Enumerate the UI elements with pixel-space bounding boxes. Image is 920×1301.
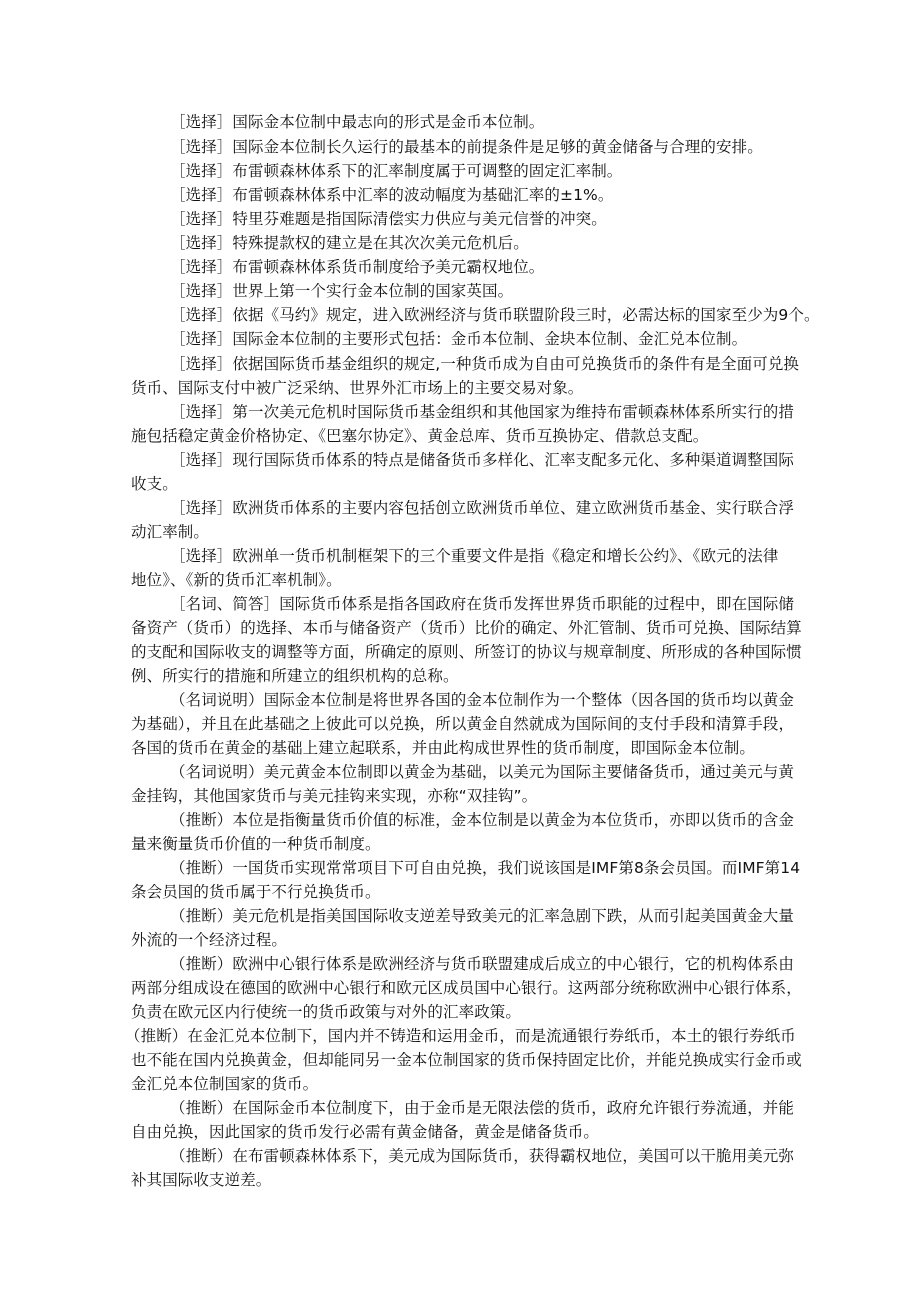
text-line: （推断）美元危机是指美国国际收支逆差导致美元的汇率急剧下跌，从而引起美国黄金大量: [170, 907, 795, 925]
text-line: ［选择］布雷顿森林体系中汇率的波动幅度为基础汇率的±1%。: [170, 186, 614, 204]
text-line: ［选择］世界上第一个实行金本位制的国家英国。: [170, 282, 514, 300]
text-line: ［选择］国际金本位制的主要形式包括：金币本位制、金块本位制、金汇兑本位制。: [170, 330, 748, 348]
text-line: ［选择］欧洲货币体系的主要内容包括创立欧洲货币单位、建立欧洲货币基金、实行联合浮: [170, 499, 795, 517]
text-line: ［选择］欧洲单一货币机制框架下的三个重要文件是指《稳定和增长公约》、《欧元的法律: [170, 547, 779, 565]
text-line: ［选择］国际金本位制中最志向的形式是金币本位制。: [170, 113, 545, 131]
text-line: 外流的一个经济过程。: [131, 931, 288, 949]
text-line: 量来衡量货币价值的一种货币制度。: [131, 835, 381, 853]
text-line: 金汇兑本位制国家的货币。: [131, 1075, 319, 1093]
text-line: ［选择］特殊提款权的建立是在其次次美元危机后。: [170, 234, 529, 252]
text-line: 的支配和国际收支的调整等方面，所确定的原则、所签订的协议与规章制度、所形成的各种国际惯: [131, 643, 802, 661]
text-line: 动汇率制。: [131, 523, 210, 541]
text-line: 补其国际收支逆差。: [131, 1171, 272, 1189]
text-line: ［选择］第一次美元危机时国际货币基金组织和其他国家为维持布雷顿森林体系所实行的措: [170, 403, 795, 421]
text-line: ［名词、简答］国际货币体系是指各国政府在货币发挥世界货币职能的过程中，即在国际储: [170, 595, 795, 613]
text-line: （推断）在布雷顿森林体系下，美元成为国际货币，获得霸权地位，美国可以干脆用美元弥: [170, 1147, 795, 1165]
text-line: （推断）在国际金币本位制度下，由于金币是无限法偿的货币，政府允许银行券流通，并能: [170, 1099, 795, 1117]
text-line: 也不能在国内兑换黄金，但却能同另一金本位制国家的货币保持固定比价，并能兑换成实行金币或: [131, 1051, 802, 1069]
text-line: 金挂钩，其他国家货币与美元挂钩来实现，亦称“双挂钩”。: [131, 787, 538, 805]
text-line: ［选择］国际金本位制长久运行的最基本的前提条件是足够的黄金储备与合理的安排。: [170, 138, 763, 156]
text-line: ［选择］特里芬难题是指国际清偿实力供应与美元信誉的冲突。: [170, 210, 607, 228]
text-line: 备资产（货币）的选择、本币与储备资产（货币）比价的确定、外汇管制、货币可兑换、国际结算: [131, 619, 802, 637]
text-line: （名词说明）国际金本位制是将世界各国的金本位制作为一个整体（因各国的货币均以黄金: [170, 691, 795, 709]
text-line: 条会员国的货币属于不行兑换货币。: [131, 883, 381, 901]
text-line: 为基础），并且在此基础之上彼此可以兑换，所以黄金自然就成为国际间的支付手段和清算手段，: [131, 715, 795, 733]
text-line: 收支。: [131, 475, 178, 493]
text-line: 施包括稳定黄金价格协定、《巴塞尔协定》、黄金总库、货币互换协定、借款总支配。: [131, 427, 709, 445]
text-line: 自由兑换，因此国家的货币发行必需有黄金储备，黄金是储备货币。: [131, 1123, 600, 1141]
text-line: （推断）一国货币实现常常项目下可自由兑换，我们说该国是IMF第8条会员国。而IMF第14: [170, 859, 801, 877]
text-line: ［选择］依据国际货币基金组织的规定,一种货币成为自由可兑换货币的条件有是全面可兑换: [170, 355, 800, 373]
text-line: （推断）欧洲中心银行体系是欧洲经济与货币联盟建成后成立的中心银行，它的机构体系由: [170, 955, 795, 973]
text-line: ［选择］现行国际货币体系的特点是储备货币多样化、汇率支配多元化、多种渠道调整国际: [170, 451, 795, 469]
text-line: 例、所实行的措施和所建立的组织机构的总称。: [131, 667, 459, 685]
text-line: 两部分组成设在德国的欧洲中心银行和欧元区成员国中心银行。这两部分统称欧洲中心银行体系，: [131, 979, 802, 997]
text-line: 各国的货币在黄金的基础上建立起联系，并由此构成世界性的货币制度，即国际金本位制。: [131, 739, 756, 757]
text-line: （推断）在金汇兑本位制下，国内并不铸造和运用金币，而是流通银行券纸币，本土的银行券纸币: [125, 1027, 796, 1045]
text-line: ［选择］依据《马约》规定，进入欧洲经济与货币联盟阶段三时，必需达标的国家至少为9个。: [170, 306, 820, 324]
text-line: 地位》、《新的货币汇率机制》。: [131, 571, 342, 589]
text-line: ［选择］布雷顿森林体系下的汇率制度属于可调整的固定汇率制。: [170, 162, 623, 180]
text-line: （推断）本位是指衡量货币价值的标准，金本位制是以黄金为本位货币，亦即以货币的含金: [170, 811, 795, 829]
text-line: 负责在欧元区内行使统一的货币政策与对外的汇率政策。: [131, 1003, 522, 1021]
text-line: ［选择］布雷顿森林体系货币制度给予美元霸权地位。: [170, 258, 545, 276]
text-line: 货币、国际支付中被广泛采纳、世界外汇市场上的主要交易对象。: [131, 379, 584, 397]
text-line: （名词说明）美元黄金本位制即以黄金为基础，以美元为国际主要储备货币，通过美元与黄: [170, 763, 795, 781]
